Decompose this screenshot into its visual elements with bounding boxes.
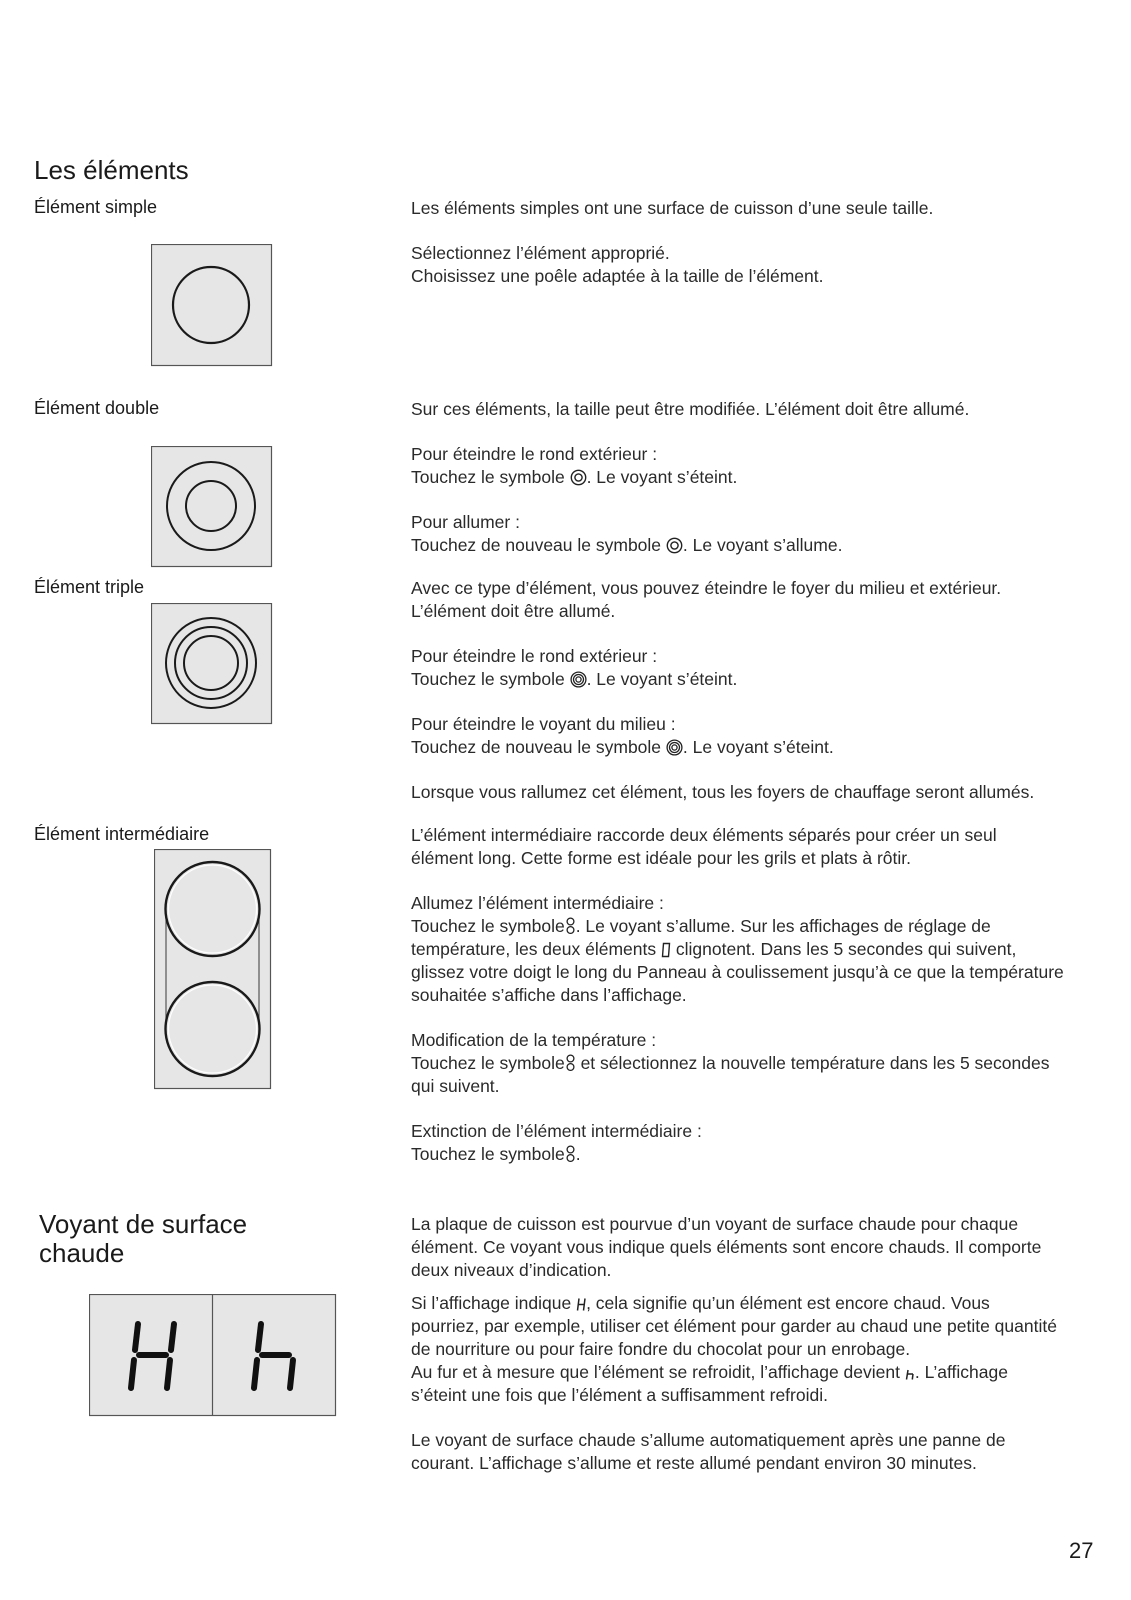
hot-surface-display-diagram (89, 1294, 337, 1417)
triple-element-diagram (151, 603, 273, 725)
triple-ring-symbol-icon (666, 739, 683, 756)
segment-h-icon (905, 1366, 915, 1381)
page-number: 27 (1069, 1538, 1094, 1563)
double-ring-symbol-icon (666, 537, 683, 554)
double-element-text: Sur ces éléments, la taille peut être modifiée. L’élément doit être allumé. Pour éteindre le rond extérieur : Touchez le symbole . Le voyant s’éteint. Pour allumer : Touchez de nouveau le symbole . Le voyant s’allume. (411, 399, 970, 555)
double-ring-symbol-icon (570, 469, 587, 486)
segment-H-icon (576, 1297, 586, 1312)
simple-element-label: Élément simple (34, 197, 158, 217)
bridge-element-label: Élément intermédiaire (34, 824, 210, 844)
page-title: Les éléments (34, 155, 189, 185)
single-element-diagram (151, 244, 273, 367)
triple-element-label: Élément triple (34, 577, 145, 597)
triple-ring-symbol-icon (570, 671, 587, 688)
bridge-element-diagram (154, 849, 272, 1090)
simple-element-text: Les éléments simples ont une surface de cuisson d’une seule taille. Sélectionnez l’élément approprié. Choisissez une poêle adaptée à la taille de l’élément. (411, 198, 934, 286)
bridge-symbol-icon (565, 917, 576, 935)
display-digit-H (124, 1316, 184, 1396)
double-element-label: Élément double (34, 398, 160, 418)
double-element-diagram (151, 446, 273, 568)
display-digit-h (247, 1316, 307, 1396)
bridge-element-text: L’élément intermédiaire raccorde deux éléments séparés pour créer un seul élément long. Cette forme est idéale pour les grils et plats à rôtir. Allumez l’élément intermédiaire : Touchez le symbole . Le voyant s’allume. Sur les affichages de réglage de température, les deux éléments clignotent. Dans les 5 secondes qui suivent, glissez votre doigt le long du Panneau à coulissement jusqu’à ce que la température souhaitée s’affiche dans l’affichage. Modification de la température : Touchez le symbole et sélectionnez la nouvelle température dans les 5 secondes qui suivent. Extinction de l’élément intermédiaire : Touchez le symbole . (411, 825, 1064, 1164)
segment-display-icon (661, 942, 671, 958)
triple-element-text: Avec ce type d’élément, vous pouvez éteindre le foyer du milieu et extérieur. L’élément doit être allumé. Pour éteindre le rond extérieur : Touchez le symbole . Le voyant s’éteint. Pour éteindre le voyant du milieu : Touchez de nouveau le symbole . Le voyant s’éteint. Lorsque vous rallumez cet élément, tous les foyers de chauffage seront allumés. (411, 578, 1035, 802)
hot-surface-heading: Voyant de surface chaude (39, 1209, 248, 1268)
hot-surface-text: La plaque de cuisson est pourvue d’un voyant de surface chaude pour chaque élément. Ce voyant vous indique quels éléments sont encore chauds. Il comporte deux niveaux d’indication. Si l’affichage indique , cela signifie qu’un élément est encore chaud. Vous pourriez, par exemple, utiliser cet élément pour garder au chaud une petite quantité de nourriture ou pour faire fondre du chocolat pour un enrobage. Au fur et à mesure que l’élément se refroidit, l’affichage devient . L’affichage s’éteint une fois que l’élément a suffisamment refroidi. Le voyant de surface chaude s’allume automatiquement après une panne de courant. L’affichage s’allume et reste allumé pendant environ 30 minutes. (411, 1214, 1057, 1473)
bridge-symbol-icon (565, 1054, 576, 1072)
bridge-symbol-icon (565, 1145, 576, 1163)
